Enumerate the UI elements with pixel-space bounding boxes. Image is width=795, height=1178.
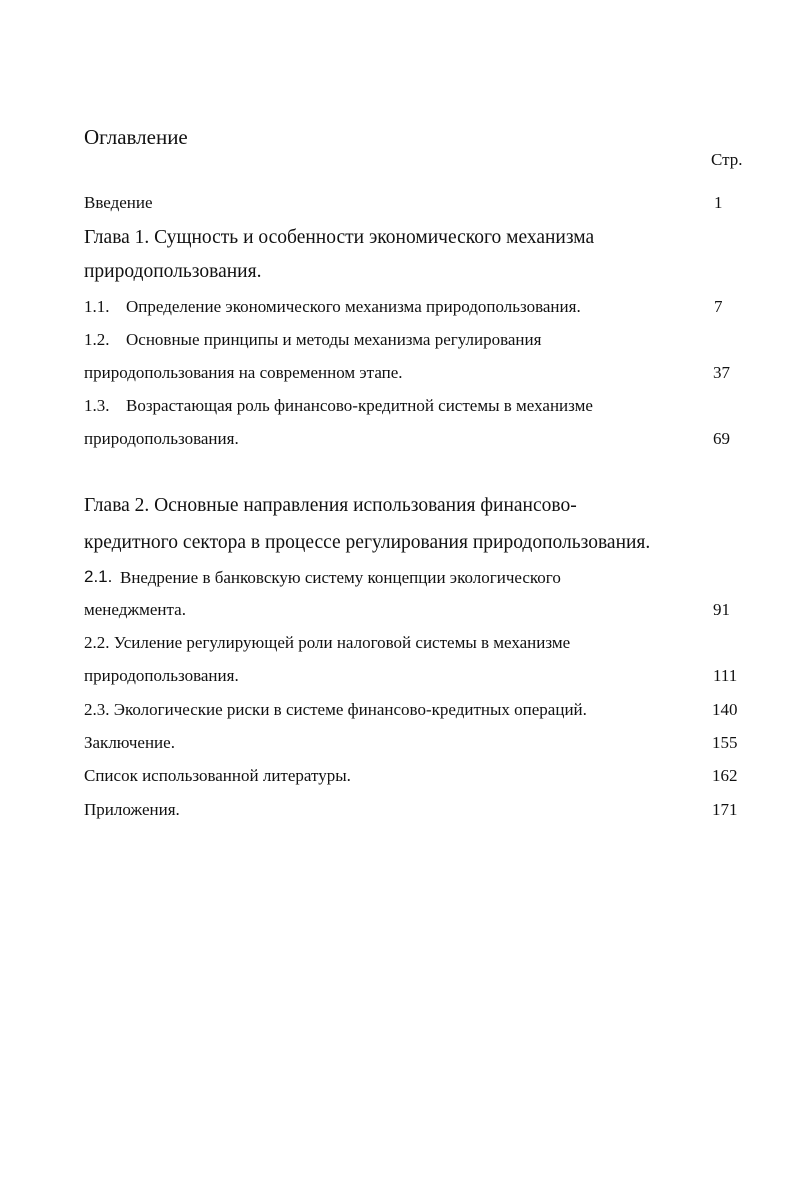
section-1-2-title-line2[interactable]: природопользования на современном этапе. <box>84 363 403 382</box>
chapter1-title-line1[interactable]: Глава 1. Сущность и особенности экономического механизма <box>84 227 595 248</box>
section-1-1-page: 7 <box>714 297 723 316</box>
chapter2-title-line1[interactable]: Глава 2. Основные направления использования финансово- <box>84 495 577 516</box>
section-1-2-page: 37 <box>713 363 730 382</box>
section-1-3-title-line2[interactable]: природопользования. <box>84 429 239 448</box>
section-2-2-page: 111 <box>713 666 738 685</box>
section-2-2-title-line2[interactable]: природопользования. <box>84 666 239 685</box>
section-1-1-number: 1.1. <box>84 297 110 316</box>
section-1-2-number: 1.2. <box>84 330 110 349</box>
toc-title: Оглавление <box>84 125 188 149</box>
section-1-2-title-line1[interactable]: Основные принципы и методы механизма регулирования <box>126 330 542 349</box>
section-2-1-page: 91 <box>713 600 730 619</box>
section-2-3-page: 140 <box>712 700 738 719</box>
section-1-1-title[interactable]: Определение экономического механизма природопользования. <box>126 297 581 316</box>
chapter1-title-line2[interactable]: природопользования. <box>84 261 262 282</box>
chapter2-title-line2[interactable]: кредитного сектора в процессе регулирования природопользования. <box>84 532 651 553</box>
page-column-header: Стр. <box>711 150 743 169</box>
toc-intro-label[interactable]: Введение <box>84 193 153 212</box>
toc-appendix-label[interactable]: Приложения. <box>84 800 180 819</box>
toc-references-page: 162 <box>712 766 738 785</box>
section-2-3-title[interactable]: 2.3. Экологические риски в системе финансово-кредитных операций. <box>84 700 587 719</box>
section-1-3-page: 69 <box>713 429 730 448</box>
toc-appendix-page: 171 <box>712 800 738 819</box>
toc-conclusion-page: 155 <box>712 733 738 752</box>
section-2-1-title-line1[interactable]: Внедрение в банковскую систему концепции экологического <box>120 568 561 587</box>
section-1-3-title-line1[interactable]: Возрастающая роль финансово-кредитной системы в механизме <box>126 396 593 415</box>
toc-conclusion-label[interactable]: Заключение. <box>84 733 175 752</box>
toc-intro-page: 1 <box>714 193 723 212</box>
section-2-2-title-line1[interactable]: 2.2. Усиление регулирующей роли налоговой системы в механизме <box>84 633 571 652</box>
section-1-3-number: 1.3. <box>84 396 110 415</box>
section-2-1-title-line2[interactable]: менеджмента. <box>84 600 186 619</box>
section-2-1-number: 2.1. <box>84 567 113 586</box>
toc-references-label[interactable]: Список использованной литературы. <box>84 766 351 785</box>
